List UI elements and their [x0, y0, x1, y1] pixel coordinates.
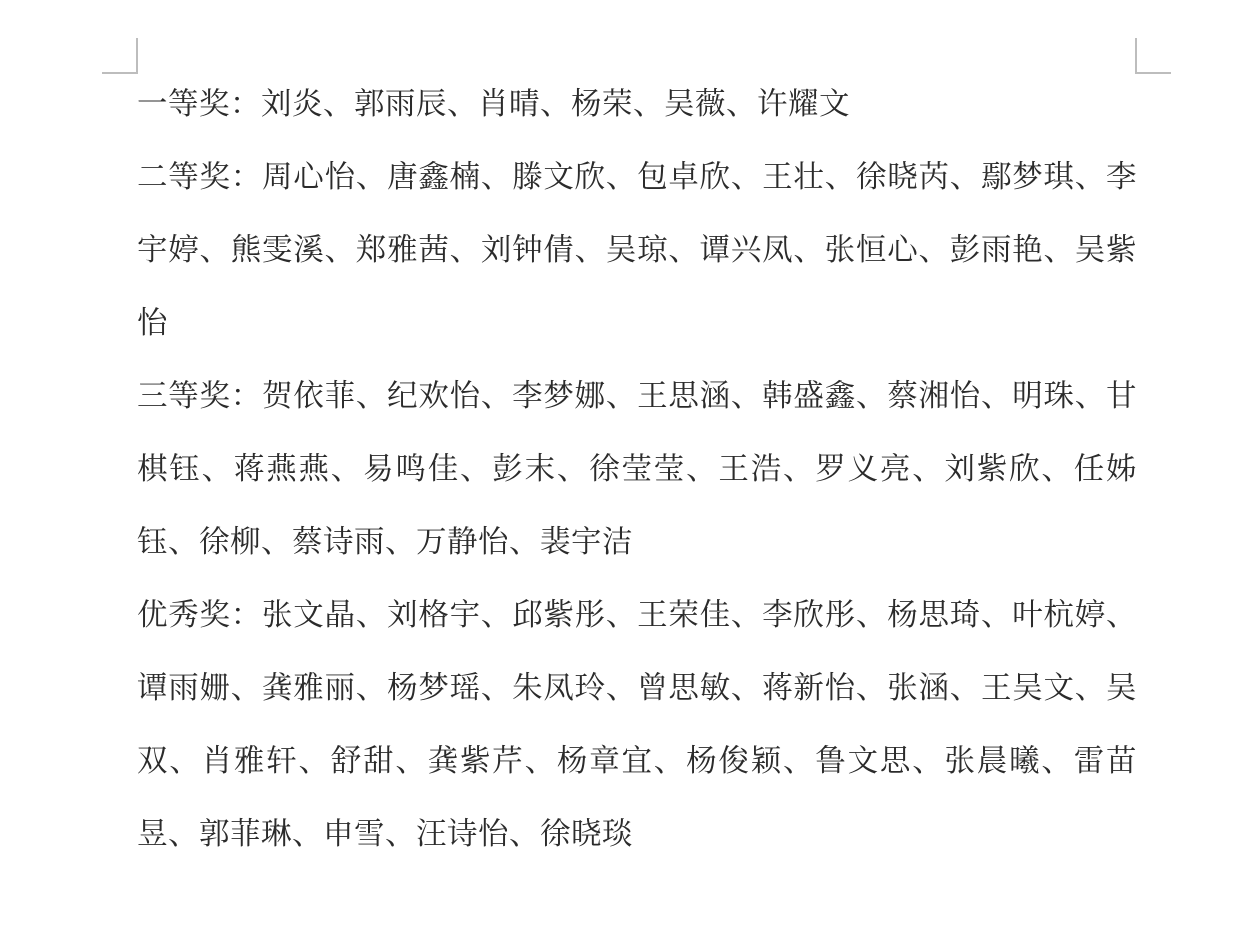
award-paragraph-second-prize [137, 141, 1137, 360]
award-names: 张文晶、刘格宇、邱紫彤、王荣佳、李欣彤、杨思琦、叶杭婷、谭雨姗、龚雅丽、杨梦瑶、朱凤玲、曾思敏、蒋新怡、张涵、王吴文、吴双、肖雅轩、舒甜、龚紫芹、杨章宜、杨俊颖、鲁文思、张晨曦、雷苗昱、郭菲琳、申雪、汪诗怡、徐晓琰 [137, 598, 1138, 852]
award-paragraph-first-prize [137, 68, 1137, 141]
award-label: 一等奖： [137, 87, 261, 122]
award-names: 贺依菲、纪欢怡、李梦娜、王思涵、韩盛鑫、蔡湘怡、明珠、甘棋钰、蒋燕燕、易鸣佳、彭末、徐莹莹、王浩、罗义亮、刘紫欣、任姊钰、徐柳、蔡诗雨、万静怡、裴宇洁 [137, 379, 1138, 560]
award-label: 优秀奖： [137, 598, 263, 633]
award-label: 二等奖： [137, 160, 263, 195]
award-names: 周心怡、唐鑫楠、滕文欣、包卓欣、王壮、徐晓芮、鄢梦琪、李宇婷、熊雯溪、郑雅茜、刘钟倩、吴琼、谭兴凤、张恒心、彭雨艳、吴紫怡 [137, 160, 1138, 341]
margin-corner-mark-top-right [1135, 38, 1171, 74]
award-label: 三等奖： [137, 379, 263, 414]
award-list [137, 68, 1137, 871]
award-paragraph-excellence-prize [137, 579, 1137, 871]
award-names: 刘炎、郭雨辰、肖晴、杨荣、吴薇、许耀文 [261, 87, 850, 122]
award-paragraph-third-prize [137, 360, 1137, 579]
margin-corner-mark-top-left [102, 38, 138, 74]
